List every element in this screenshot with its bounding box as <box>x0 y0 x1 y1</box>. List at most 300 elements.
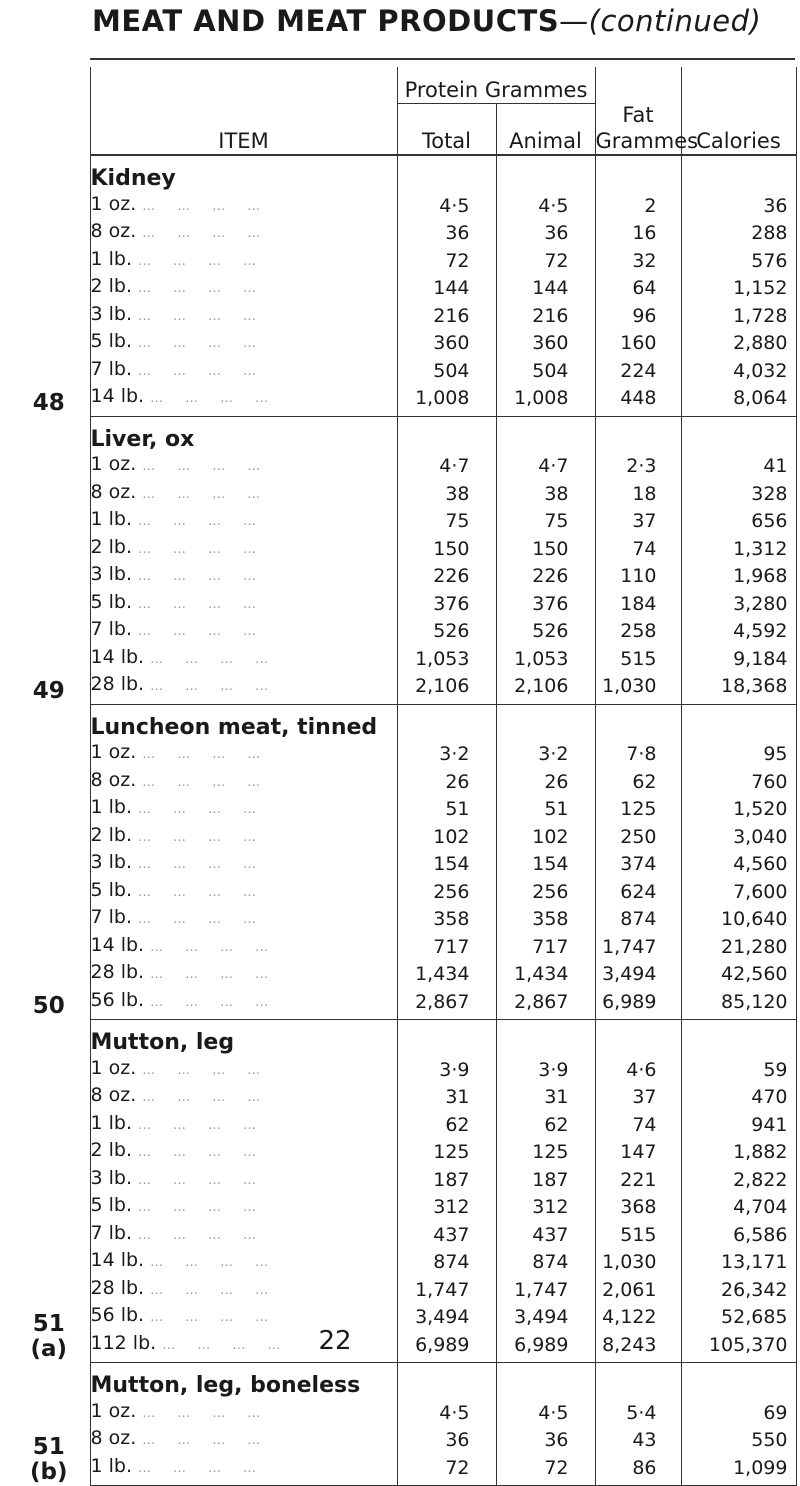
fat-cell: 4,122 <box>595 1303 681 1331</box>
calories-cell: 8,064 <box>681 384 796 416</box>
calories-cell: 7,600 <box>681 878 796 906</box>
group-number-text: 50 <box>32 993 65 1019</box>
calories-cell: 1,882 <box>681 1138 796 1166</box>
leader-dots: ………… <box>138 1460 279 1476</box>
quantity-cell <box>90 247 397 275</box>
table-row <box>8 590 796 618</box>
total-cell: 51 <box>397 795 496 823</box>
header-calories: Calories <box>681 67 796 155</box>
total-cell: 4·7 <box>397 452 496 480</box>
quantity-label: 1 oz. <box>90 741 137 763</box>
quantity-label: 8 oz. <box>90 1427 137 1449</box>
group-title-row <box>8 704 796 740</box>
empty-cell <box>681 155 796 192</box>
calories-cell: 4,560 <box>681 850 796 878</box>
quantity-cell <box>90 535 397 563</box>
total-cell: 717 <box>397 933 496 961</box>
total-cell: 312 <box>397 1193 496 1221</box>
fat-cell: 74 <box>595 1111 681 1139</box>
leader-dots: ………… <box>138 253 279 269</box>
animal-cell: 6,989 <box>496 1331 595 1363</box>
fat-cell: 147 <box>595 1138 681 1166</box>
leader-dots: ………… <box>138 569 279 584</box>
quantity-cell <box>90 1248 397 1276</box>
quantity-label: 1 oz. <box>90 1056 137 1079</box>
total-cell: 216 <box>397 302 496 330</box>
calories-cell: 59 <box>681 1056 796 1084</box>
quantity-label: 1 lb. <box>90 508 133 530</box>
leader-dots: ………… <box>138 363 279 379</box>
table-row <box>8 302 796 330</box>
quantity-label: 14 lb. <box>90 385 145 407</box>
fat-cell: 64 <box>595 274 681 302</box>
fat-cell: 160 <box>595 329 681 357</box>
calories-cell: 550 <box>681 1426 796 1454</box>
quantity-cell <box>90 1399 397 1427</box>
total-cell: 4·5 <box>397 192 496 220</box>
leader-dots: ………… <box>138 1172 279 1188</box>
animal-cell: 4·5 <box>496 1399 595 1427</box>
empty-cell <box>397 1363 496 1399</box>
empty-cell <box>496 1020 595 1056</box>
quantity-cell <box>90 507 397 535</box>
fat-cell: 1,030 <box>595 1248 681 1276</box>
fat-cell: 2,061 <box>595 1276 681 1304</box>
empty-cell <box>595 1363 681 1399</box>
quantity-cell <box>90 1221 397 1249</box>
total-cell: 6,989 <box>397 1331 496 1363</box>
total-cell: 2,106 <box>397 672 496 704</box>
table-row <box>8 905 796 933</box>
quantity-cell <box>90 1083 397 1111</box>
total-cell: 437 <box>397 1221 496 1249</box>
total-cell: 102 <box>397 823 496 851</box>
fat-cell: 2·3 <box>595 452 681 480</box>
group-number <box>8 155 90 416</box>
empty-cell <box>595 704 681 740</box>
table-row <box>8 452 796 480</box>
table-row <box>8 357 796 385</box>
calories-cell: 85,120 <box>681 988 796 1020</box>
animal-cell: 36 <box>496 219 595 247</box>
leader-dots: ………… <box>138 336 279 351</box>
empty-cell <box>496 416 595 452</box>
leader-dots: ………… <box>138 514 279 529</box>
fat-cell: 2 <box>595 192 681 220</box>
quantity-cell <box>90 1111 397 1139</box>
leader-dots: ………… <box>138 857 279 872</box>
table-row <box>8 645 796 673</box>
animal-cell: 144 <box>496 274 595 302</box>
quantity-label: 2 lb. <box>90 1139 133 1161</box>
calories-cell: 3,040 <box>681 823 796 851</box>
quantity-label: 28 lb. <box>90 673 145 695</box>
animal-cell: 504 <box>496 357 595 385</box>
animal-cell: 31 <box>496 1083 595 1111</box>
empty-cell <box>681 1363 796 1399</box>
table-row <box>8 617 796 645</box>
empty-cell <box>595 155 681 192</box>
quantity-cell <box>90 672 397 704</box>
quantity-label: 1 lb. <box>90 1111 133 1134</box>
total-cell: 150 <box>397 535 496 563</box>
leader-dots: ………… <box>142 1433 283 1448</box>
quantity-cell <box>90 192 397 220</box>
leader-dots: ………… <box>150 967 291 982</box>
fat-cell: 374 <box>595 850 681 878</box>
fat-cell: 110 <box>595 562 681 590</box>
quantity-label: 2 lb. <box>90 275 133 297</box>
calories-cell: 4,032 <box>681 357 796 385</box>
quantity-cell <box>90 960 397 988</box>
table-row <box>8 795 796 823</box>
quantity-label: 28 lb. <box>90 961 145 983</box>
leader-dots: ………… <box>138 596 279 612</box>
group-title: Liver, ox <box>90 416 397 452</box>
total-cell: 1,008 <box>397 384 496 416</box>
quantity-cell <box>90 452 397 480</box>
fat-cell: 258 <box>595 617 681 645</box>
leader-dots: ………… <box>142 198 283 214</box>
total-cell: 874 <box>397 1248 496 1276</box>
total-cell: 72 <box>397 247 496 275</box>
table-row <box>8 823 796 851</box>
table-row <box>8 1454 796 1486</box>
animal-cell: 102 <box>496 823 595 851</box>
quantity-cell <box>90 274 397 302</box>
quantity-label: 3 lb. <box>90 563 133 585</box>
leader-dots: ………… <box>138 884 279 900</box>
calories-cell: 52,685 <box>681 1303 796 1331</box>
group-title-row <box>8 1020 796 1056</box>
group-number <box>8 1363 90 1486</box>
leader-dots: ………… <box>142 1090 283 1105</box>
fat-cell: 515 <box>595 645 681 673</box>
animal-cell: 1,053 <box>496 645 595 673</box>
fat-cell: 8,243 <box>595 1331 681 1363</box>
calories-cell: 95 <box>681 740 796 768</box>
table-row <box>8 274 796 302</box>
animal-cell: 3·9 <box>496 1056 595 1084</box>
leader-dots: ………… <box>138 281 279 296</box>
fat-cell: 250 <box>595 823 681 851</box>
quantity-label: 28 lb. <box>90 1276 145 1299</box>
quantity-cell <box>90 617 397 645</box>
table-row <box>8 1193 796 1221</box>
total-cell: 144 <box>397 274 496 302</box>
total-cell: 1,747 <box>397 1276 496 1304</box>
leader-dots: ………… <box>142 774 283 790</box>
animal-cell: 1,008 <box>496 384 595 416</box>
quantity-label: 1 lb. <box>90 1454 133 1477</box>
group-number <box>8 416 90 704</box>
calories-cell: 6,586 <box>681 1221 796 1249</box>
leader-dots: ………… <box>142 459 283 474</box>
animal-cell: 72 <box>496 247 595 275</box>
header-total: Total <box>397 104 496 156</box>
quantity-cell <box>90 905 397 933</box>
calories-cell: 69 <box>681 1399 796 1427</box>
fat-cell: 37 <box>595 507 681 535</box>
table-row <box>8 192 796 220</box>
leader-dots: ………… <box>138 1117 279 1133</box>
quantity-label: 14 lb. <box>90 933 145 956</box>
leader-dots: ………… <box>142 1062 283 1078</box>
calories-cell: 26,342 <box>681 1276 796 1304</box>
table-row <box>8 384 796 416</box>
total-cell: 62 <box>397 1111 496 1139</box>
quantity-label: 8 oz. <box>90 1084 137 1106</box>
leader-dots: ………… <box>138 624 279 639</box>
animal-cell: 256 <box>496 878 595 906</box>
table-row <box>8 878 796 906</box>
total-cell: 31 <box>397 1083 496 1111</box>
quantity-label: 1 oz. <box>90 192 137 215</box>
calories-cell: 470 <box>681 1083 796 1111</box>
group-number-suffix: (a) <box>30 1336 68 1362</box>
quantity-label: 1 lb. <box>90 247 133 270</box>
fat-cell: 7·8 <box>595 740 681 768</box>
table-row <box>8 988 796 1020</box>
fat-cell: 368 <box>595 1193 681 1221</box>
calories-cell: 576 <box>681 247 796 275</box>
fat-cell: 6,989 <box>595 988 681 1020</box>
leader-dots: ………… <box>138 802 279 817</box>
quantity-label: 5 lb. <box>90 590 133 613</box>
group-title-row <box>8 416 796 452</box>
table-row <box>8 480 796 508</box>
total-cell: 72 <box>397 1454 496 1486</box>
leader-dots: ………… <box>150 1282 291 1298</box>
quantity-cell <box>90 1454 397 1486</box>
total-cell: 4·5 <box>397 1399 496 1427</box>
calories-cell: 13,171 <box>681 1248 796 1276</box>
quantity-cell <box>90 1426 397 1454</box>
table-row <box>8 562 796 590</box>
leader-dots: ………… <box>138 912 279 927</box>
animal-cell: 3·2 <box>496 740 595 768</box>
table-row <box>8 1426 796 1454</box>
group-number-text: 49 <box>32 677 65 704</box>
animal-cell: 72 <box>496 1454 595 1486</box>
page-title-suffix: —(continued) <box>559 4 762 38</box>
calories-cell: 1,099 <box>681 1454 796 1486</box>
leader-dots: ………… <box>150 994 291 1010</box>
header-animal: Animal <box>496 104 595 156</box>
quantity-label: 1 oz. <box>90 453 137 475</box>
animal-cell: 4·7 <box>496 452 595 480</box>
fat-cell: 96 <box>595 302 681 330</box>
total-cell: 504 <box>397 357 496 385</box>
calories-cell: 3,280 <box>681 590 796 618</box>
calories-cell: 1,728 <box>681 302 796 330</box>
header-fat: Fat Grammes <box>595 67 681 155</box>
total-cell: 125 <box>397 1138 496 1166</box>
table-row <box>8 1083 796 1111</box>
animal-cell: 1,434 <box>496 960 595 988</box>
fat-cell: 1,747 <box>595 933 681 961</box>
leader-dots: ………… <box>142 226 283 241</box>
quantity-cell <box>90 219 397 247</box>
leader-dots: ………… <box>138 1200 279 1215</box>
quantity-cell <box>90 1276 397 1304</box>
quantity-label: 7 lb. <box>90 357 133 380</box>
total-cell: 358 <box>397 905 496 933</box>
empty-cell <box>681 1020 796 1056</box>
quantity-label: 7 lb. <box>90 618 133 640</box>
table-row <box>8 850 796 878</box>
calories-cell: 105,370 <box>681 1331 796 1363</box>
calories-cell: 1,520 <box>681 795 796 823</box>
animal-cell: 216 <box>496 302 595 330</box>
animal-cell: 51 <box>496 795 595 823</box>
quantity-cell <box>90 562 397 590</box>
calories-cell: 2,822 <box>681 1166 796 1194</box>
table-row <box>8 740 796 768</box>
quantity-label: 8 oz. <box>90 768 137 791</box>
animal-cell: 376 <box>496 590 595 618</box>
animal-cell: 62 <box>496 1111 595 1139</box>
group-number <box>8 1020 90 1363</box>
page-title-text: MEAT AND MEAT PRODUCTS <box>92 4 560 38</box>
leader-dots: ………… <box>150 679 291 694</box>
table-row <box>8 1221 796 1249</box>
quantity-cell <box>90 823 397 851</box>
table-row <box>8 1166 796 1194</box>
quantity-cell <box>90 1193 397 1221</box>
animal-cell: 358 <box>496 905 595 933</box>
calories-cell: 1,152 <box>681 274 796 302</box>
leader-dots: ………… <box>150 391 291 406</box>
animal-cell: 874 <box>496 1248 595 1276</box>
fat-cell: 74 <box>595 535 681 563</box>
total-cell: 38 <box>397 480 496 508</box>
calories-cell: 656 <box>681 507 796 535</box>
animal-cell: 154 <box>496 850 595 878</box>
quantity-cell <box>90 795 397 823</box>
total-cell: 187 <box>397 1166 496 1194</box>
fat-cell: 32 <box>595 247 681 275</box>
fat-cell: 62 <box>595 768 681 796</box>
leader-dots: ………… <box>138 1227 279 1243</box>
leader-dots: ………… <box>138 1145 279 1160</box>
leader-dots: ………… <box>162 1337 303 1353</box>
group-number-text: 51 <box>32 1310 65 1337</box>
fat-cell: 624 <box>595 878 681 906</box>
total-cell: 526 <box>397 617 496 645</box>
table-row <box>8 329 796 357</box>
quantity-cell <box>90 480 397 508</box>
animal-cell: 125 <box>496 1138 595 1166</box>
calories-cell: 18,368 <box>681 672 796 704</box>
table-row <box>8 960 796 988</box>
fat-cell: 448 <box>595 384 681 416</box>
empty-cell <box>496 1363 595 1399</box>
quantity-cell <box>90 850 397 878</box>
table-body <box>8 155 796 1486</box>
total-cell: 36 <box>397 1426 496 1454</box>
quantity-cell <box>90 878 397 906</box>
total-cell: 1,053 <box>397 645 496 673</box>
animal-cell: 75 <box>496 507 595 535</box>
quantity-cell <box>90 933 397 961</box>
group-title-row <box>8 155 796 192</box>
animal-cell: 150 <box>496 535 595 563</box>
fat-cell: 221 <box>595 1166 681 1194</box>
calories-cell: 288 <box>681 219 796 247</box>
quantity-label: 2 lb. <box>90 823 133 846</box>
calories-cell: 42,560 <box>681 960 796 988</box>
fat-cell: 1,030 <box>595 672 681 704</box>
top-rule <box>90 58 795 60</box>
group-title: Luncheon meat, tinned <box>90 704 397 740</box>
quantity-cell <box>90 590 397 618</box>
total-cell: 154 <box>397 850 496 878</box>
empty-cell <box>595 1020 681 1056</box>
group-title-row <box>8 1363 796 1399</box>
calories-cell: 10,640 <box>681 905 796 933</box>
header-protein: Protein Grammes <box>397 67 595 104</box>
empty-cell <box>496 704 595 740</box>
total-cell: 226 <box>397 562 496 590</box>
leader-dots: ………… <box>150 1310 291 1325</box>
empty-cell <box>397 155 496 192</box>
total-cell: 3·9 <box>397 1056 496 1084</box>
animal-cell: 526 <box>496 617 595 645</box>
calories-cell: 760 <box>681 768 796 796</box>
animal-cell: 312 <box>496 1193 595 1221</box>
table-row <box>8 535 796 563</box>
fat-cell: 18 <box>595 480 681 508</box>
quantity-cell <box>90 1166 397 1194</box>
total-cell: 26 <box>397 768 496 796</box>
leader-dots: ………… <box>142 1405 283 1421</box>
fat-cell: 16 <box>595 219 681 247</box>
animal-cell: 2,106 <box>496 672 595 704</box>
quantity-label: 5 lb. <box>90 878 133 901</box>
leader-dots: ………… <box>138 829 279 845</box>
empty-cell <box>496 155 595 192</box>
leader-dots: ………… <box>138 308 279 324</box>
quantity-label: 8 oz. <box>90 480 137 503</box>
total-cell: 360 <box>397 329 496 357</box>
fat-cell: 86 <box>595 1454 681 1486</box>
total-cell: 36 <box>397 219 496 247</box>
quantity-label: 2 lb. <box>90 535 133 558</box>
calories-cell: 4,704 <box>681 1193 796 1221</box>
quantity-label: 14 lb. <box>90 1249 145 1271</box>
calories-cell: 941 <box>681 1111 796 1139</box>
group-title: Mutton, leg <box>90 1020 397 1056</box>
animal-cell: 226 <box>496 562 595 590</box>
table-row <box>8 672 796 704</box>
quantity-cell <box>90 302 397 330</box>
table-row <box>8 1276 796 1304</box>
animal-cell: 26 <box>496 768 595 796</box>
animal-cell: 1,747 <box>496 1276 595 1304</box>
empty-cell <box>681 416 796 452</box>
quantity-label: 3 lb. <box>90 851 133 873</box>
quantity-cell <box>90 645 397 673</box>
empty-cell <box>397 704 496 740</box>
quantity-cell <box>90 768 397 796</box>
empty-cell <box>397 1020 496 1056</box>
calories-cell: 9,184 <box>681 645 796 673</box>
fat-cell: 4·6 <box>595 1056 681 1084</box>
empty-cell <box>681 704 796 740</box>
quantity-cell <box>90 357 397 385</box>
animal-cell: 187 <box>496 1166 595 1194</box>
